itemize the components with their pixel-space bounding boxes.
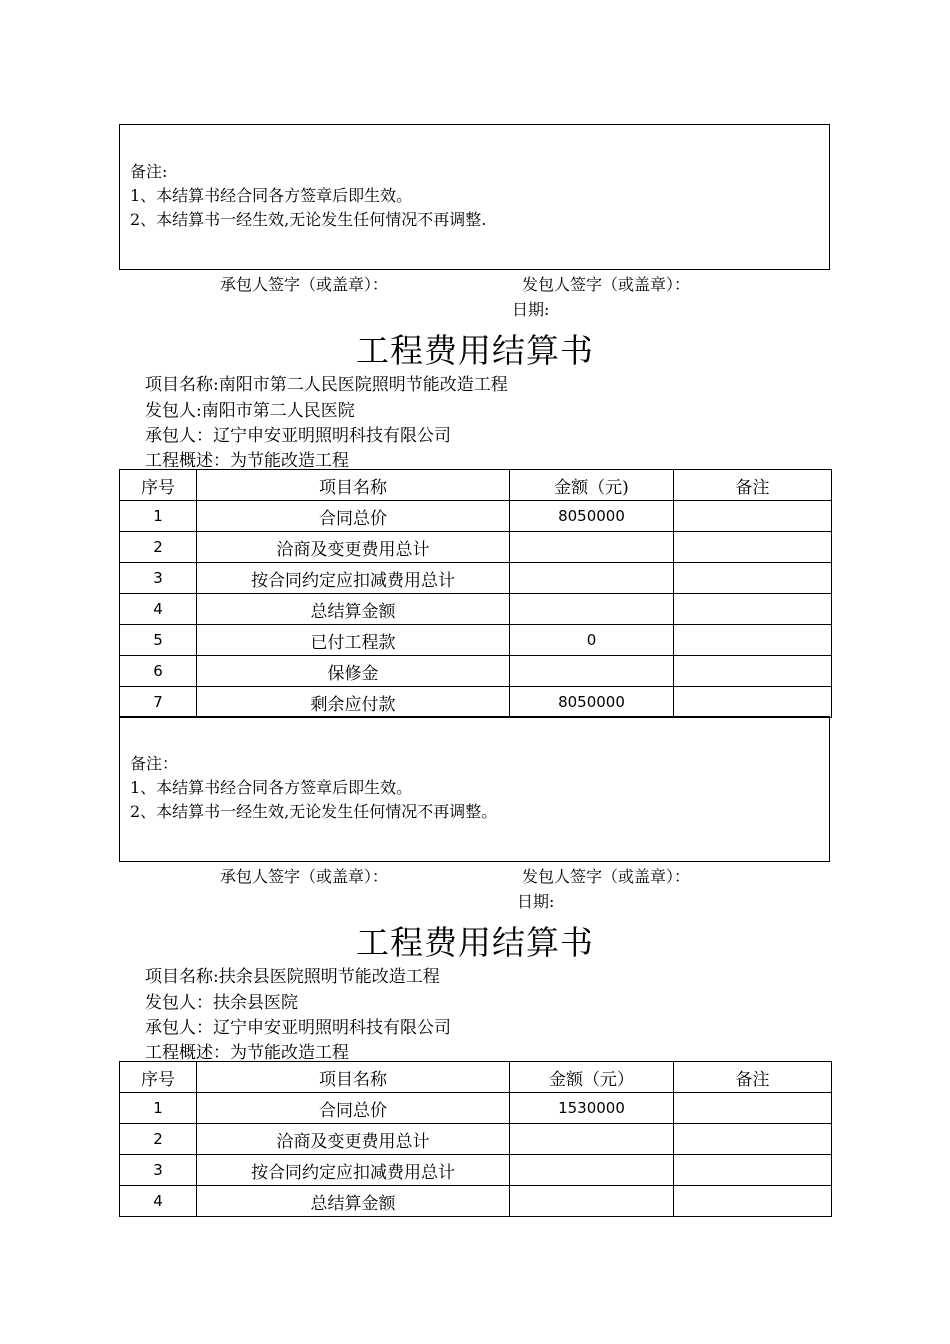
settlement-table [119, 1061, 832, 1217]
row-item: 洽商及变更费用总计 [197, 1124, 510, 1155]
note-item-1: 1、本结算书经合同各方签章后即生效。 [130, 778, 413, 797]
row-amount [510, 594, 674, 625]
row-amount [510, 563, 674, 594]
row-no: 1 [120, 1093, 197, 1124]
page-title: 工程费用结算书 [356, 923, 594, 962]
row-item: 剩余应付款 [197, 687, 510, 718]
row-item: 洽商及变更费用总计 [197, 532, 510, 563]
row-remark [674, 1124, 832, 1155]
row-item: 合同总价 [197, 501, 510, 532]
row-amount [510, 1124, 674, 1155]
row-item: 总结算金额 [197, 594, 510, 625]
row-amount [510, 1155, 674, 1186]
table-row [120, 563, 832, 594]
table-row [120, 1155, 832, 1186]
row-no: 6 [120, 656, 197, 687]
row-remark [674, 594, 832, 625]
row-remark [674, 687, 832, 718]
settlement-table [119, 469, 832, 718]
row-remark [674, 625, 832, 656]
row-item: 按合同约定应扣减费用总计 [197, 563, 510, 594]
header-no: 序号 [120, 1062, 197, 1093]
note-item-1: 1、本结算书经合同各方签章后即生效。 [130, 186, 413, 205]
date-label: 日期: [512, 300, 550, 319]
notes-title: 备注： [130, 754, 179, 773]
project-overview: 工程概述：为节能改造工程 [145, 1043, 349, 1063]
header-item: 项目名称 [197, 1062, 510, 1093]
table-row [120, 687, 832, 718]
table-row [120, 594, 832, 625]
row-no: 3 [120, 1155, 197, 1186]
row-amount [510, 1186, 674, 1217]
notes-box-1 [119, 124, 830, 270]
header-item: 项目名称 [197, 470, 510, 501]
row-no: 1 [120, 501, 197, 532]
header-remark: 备注 [674, 470, 832, 501]
page-title: 工程费用结算书 [356, 331, 594, 370]
row-no: 5 [120, 625, 197, 656]
header-amount: 金额（元） [510, 1062, 674, 1093]
notes-title: 备注: [130, 162, 168, 181]
contractor-signature: 承包人签字（或盖章）： [220, 867, 389, 886]
header-amount: 金额（元) [510, 470, 674, 501]
notes-box-2 [119, 716, 830, 862]
employer-signature: 发包人签字（或盖章）： [522, 275, 691, 294]
project-name: 项目名称:南阳市第二人民医院照明节能改造工程 [145, 375, 508, 395]
note-item-2: 2、本结算书一经生效,无论发生任何情况不再调整. [130, 210, 487, 229]
date-label: 日期: [517, 892, 555, 911]
table-row [120, 656, 832, 687]
row-remark [674, 656, 832, 687]
table-row [120, 532, 832, 563]
row-amount: 1530000 [510, 1093, 674, 1124]
row-remark [674, 1155, 832, 1186]
table-row [120, 625, 832, 656]
table-row [120, 501, 832, 532]
contractor-name: 承包人：辽宁申安亚明照明科技有限公司 [145, 1018, 451, 1038]
employer-signature: 发包人签字（或盖章）： [522, 867, 691, 886]
table-row [120, 1124, 832, 1155]
row-item: 总结算金额 [197, 1186, 510, 1217]
row-no: 4 [120, 594, 197, 625]
header-remark: 备注 [674, 1062, 832, 1093]
row-remark [674, 563, 832, 594]
row-amount: 8050000 [510, 687, 674, 718]
row-item: 合同总价 [197, 1093, 510, 1124]
row-no: 2 [120, 1124, 197, 1155]
row-remark [674, 532, 832, 563]
row-amount [510, 532, 674, 563]
header-no: 序号 [120, 470, 197, 501]
row-amount [510, 656, 674, 687]
row-amount: 8050000 [510, 501, 674, 532]
table-header-row [120, 470, 832, 501]
row-item: 按合同约定应扣减费用总计 [197, 1155, 510, 1186]
table-row [120, 1093, 832, 1124]
table-row [120, 1186, 832, 1217]
row-no: 3 [120, 563, 197, 594]
row-item: 已付工程款 [197, 625, 510, 656]
row-remark [674, 501, 832, 532]
note-item-2: 2、本结算书一经生效,无论发生任何情况不再调整。 [130, 802, 498, 821]
table-header-row [120, 1062, 832, 1093]
contractor-name: 承包人：辽宁申安亚明照明科技有限公司 [145, 426, 451, 446]
row-no: 7 [120, 687, 197, 718]
row-amount: 0 [510, 625, 674, 656]
employer-name: 发包人：扶余县医院 [145, 993, 298, 1013]
employer-name: 发包人:南阳市第二人民医院 [145, 401, 355, 421]
row-remark [674, 1093, 832, 1124]
row-no: 4 [120, 1186, 197, 1217]
row-no: 2 [120, 532, 197, 563]
row-remark [674, 1186, 832, 1217]
row-item: 保修金 [197, 656, 510, 687]
contractor-signature: 承包人签字（或盖章）： [220, 275, 389, 294]
project-overview: 工程概述：为节能改造工程 [145, 451, 349, 471]
project-name: 项目名称:扶余县医院照明节能改造工程 [145, 967, 440, 987]
